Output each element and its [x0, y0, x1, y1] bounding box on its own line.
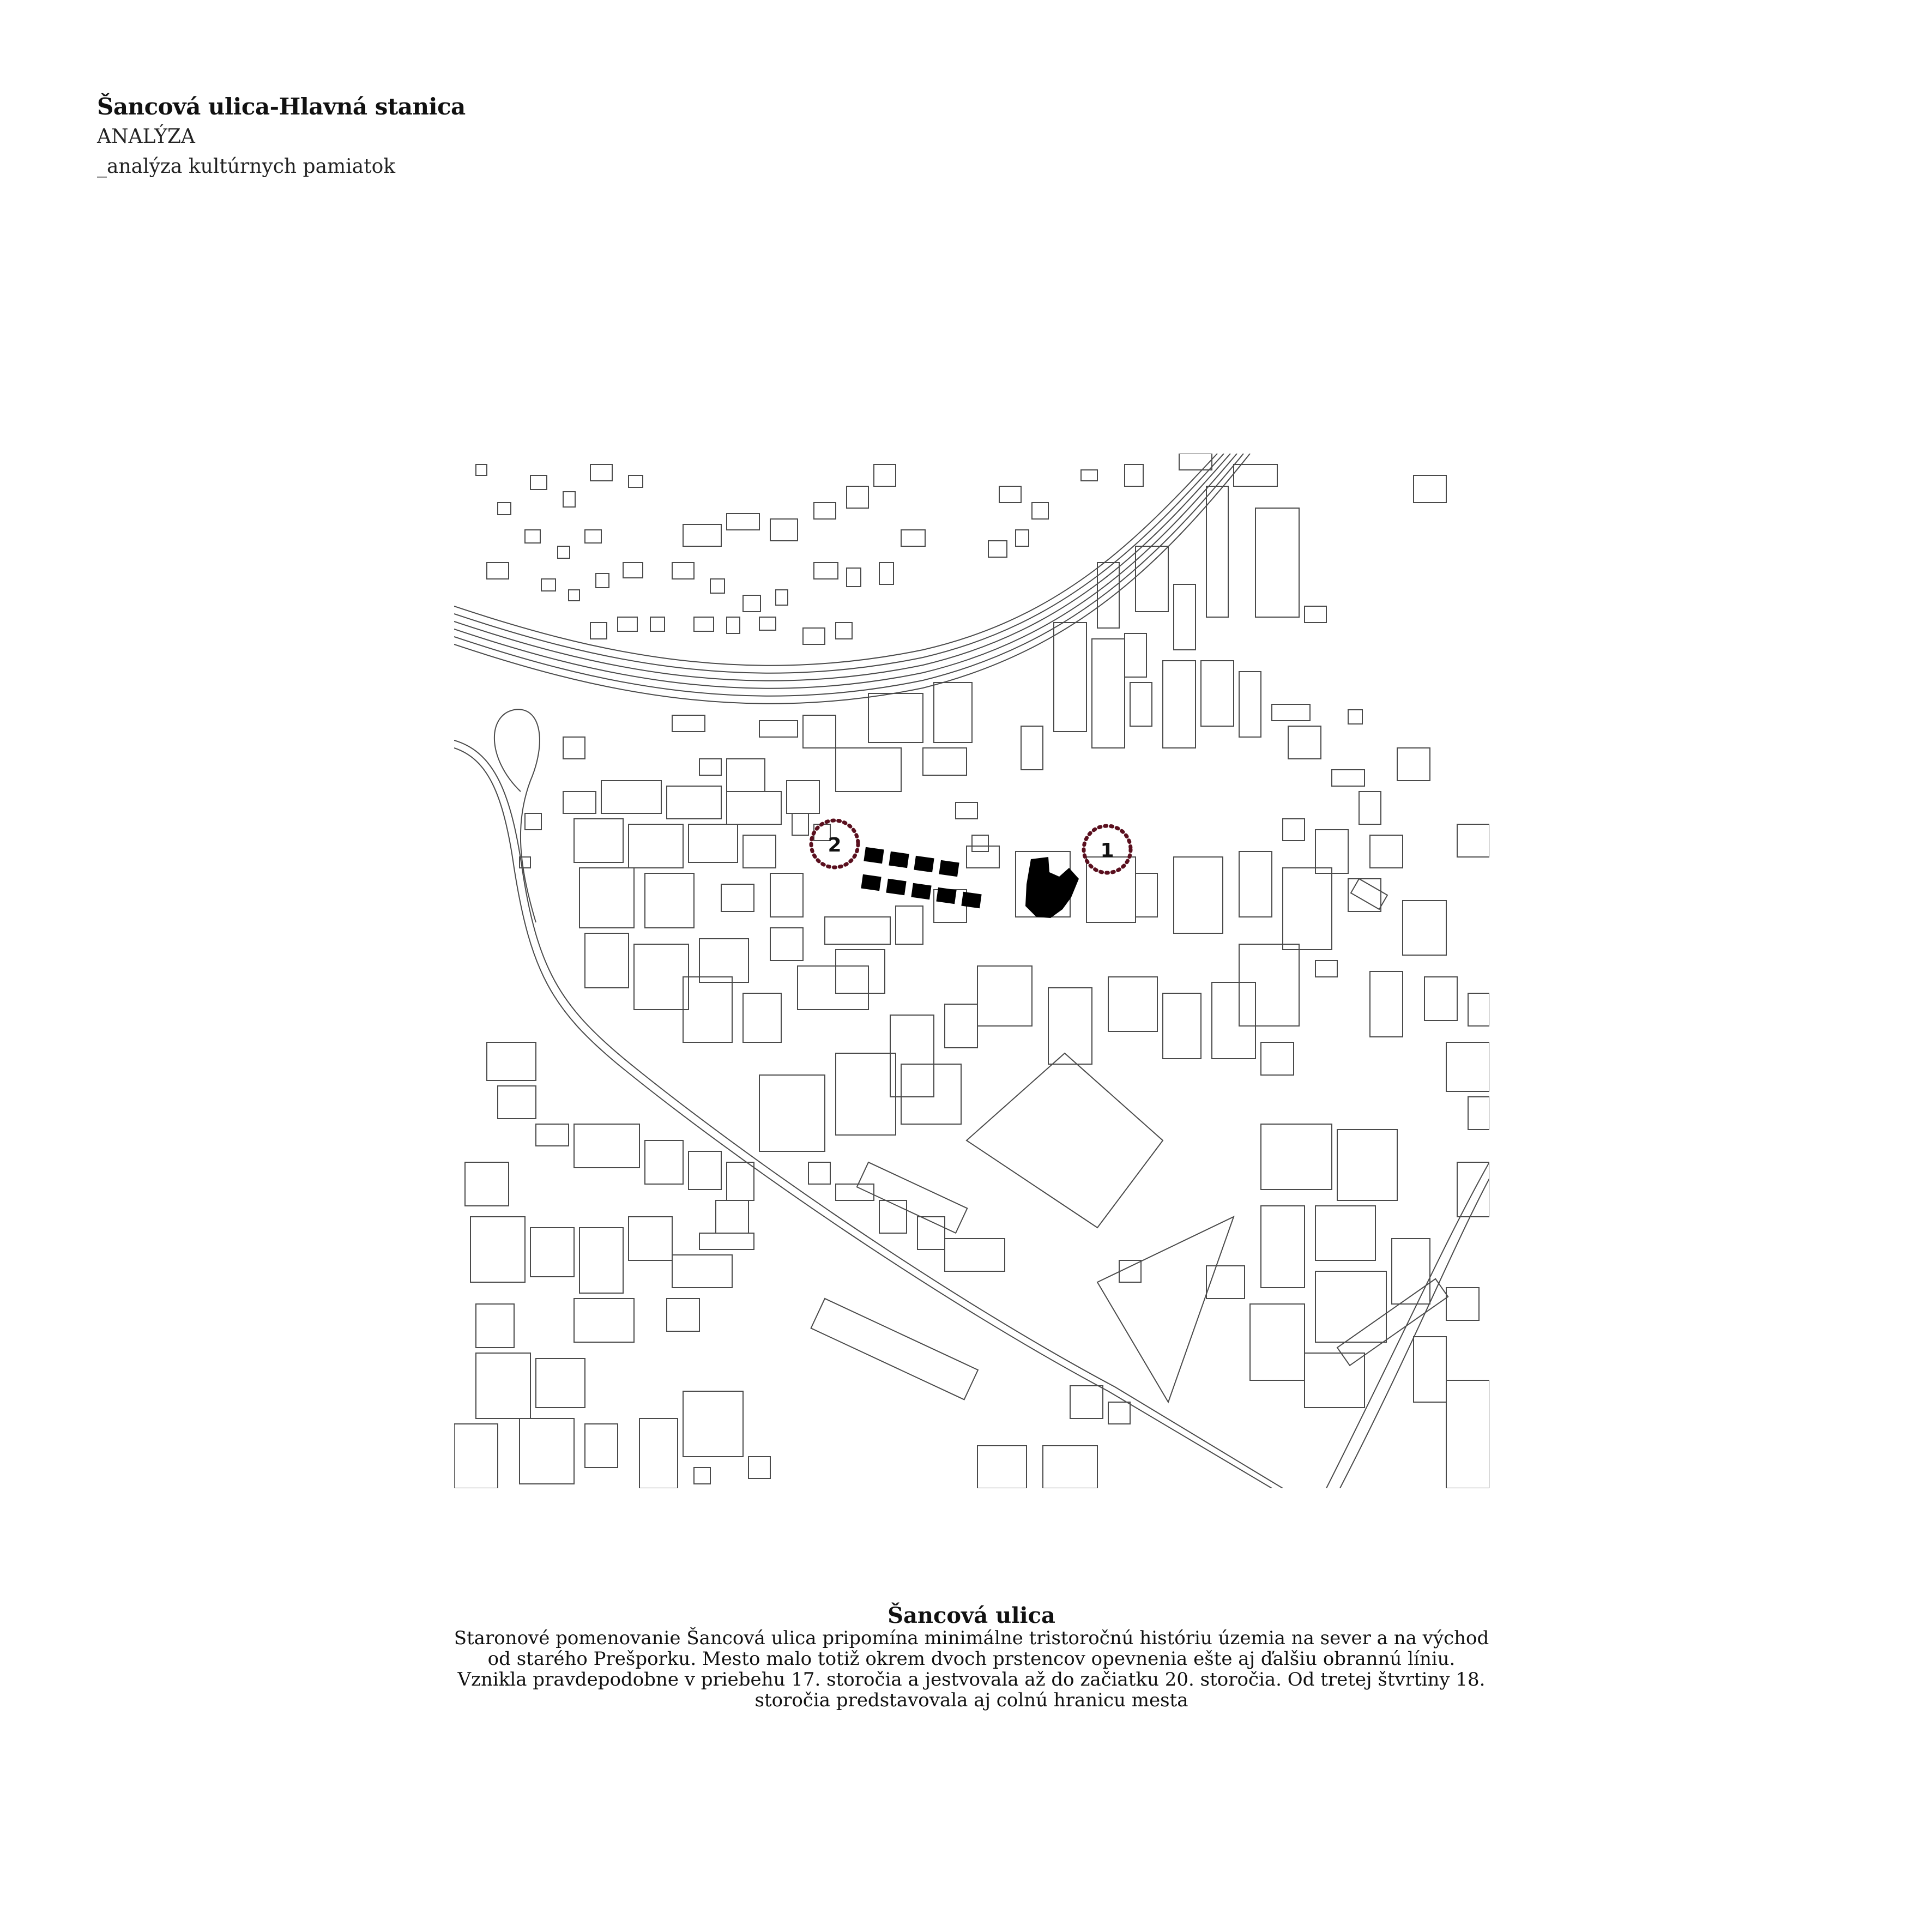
caption-line: storočia predstavovala aj colnú hranicu mesta [754, 1689, 1188, 1711]
building-outlines [454, 454, 1489, 1488]
site-plan-map[interactable] [454, 454, 1489, 1488]
page-title: Šancová ulica-Hlavná stanica [97, 93, 466, 120]
caption-title: Šancová ulica [887, 1603, 1055, 1628]
page-note: _analýza kultúrnych pamiatok [97, 155, 396, 178]
caption-body [425, 1628, 1518, 1711]
caption [425, 1604, 1518, 1711]
page-header [97, 92, 466, 182]
marker-1[interactable] [1084, 826, 1131, 873]
marker-2[interactable] [811, 820, 858, 867]
protected-monuments [861, 847, 1079, 918]
caption-line: od starého Prešporku. Mesto malo totiž okrem dvoch prstencov opevnenia ešte aj ďalšiu obrannú líniu. [487, 1648, 1456, 1670]
page-subtitle: ANALÝZA [97, 125, 195, 148]
marker-2-label: 2 [828, 834, 842, 856]
caption-line: Staronové pomenovanie Šancová ulica pripomína minimálne tristoročnú históriu územia na sever a na východ [454, 1627, 1489, 1649]
railway-tracks [454, 454, 1489, 1488]
marker-1-label: 1 [1100, 840, 1114, 862]
caption-line: Vznikla pravdepodobne v priebehu 17. storočia a jestvovala až do začiatku 20. storočia. Od tretej štvrtiny 18. [457, 1669, 1486, 1690]
